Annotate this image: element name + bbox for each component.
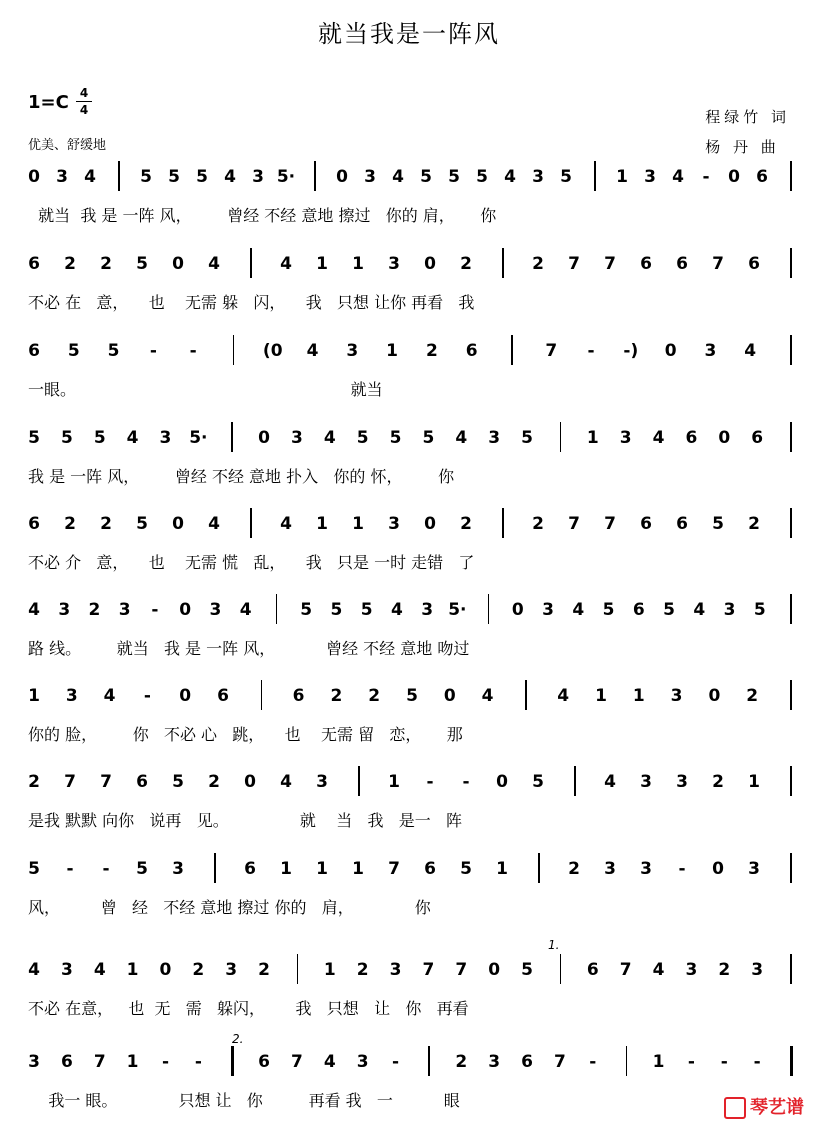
- notes-row: [0, 512, 818, 538]
- note: 4: [280, 772, 292, 792]
- note: 0: [728, 167, 740, 187]
- note: 6: [136, 772, 148, 792]
- barline: [297, 954, 299, 984]
- note: 5: [521, 428, 533, 448]
- barline: [502, 248, 504, 278]
- note: 5·: [276, 167, 296, 187]
- note: 1: [126, 960, 139, 980]
- note: 2: [455, 1052, 468, 1072]
- barline: [428, 1046, 430, 1076]
- note: 7: [100, 772, 112, 792]
- note: 0: [664, 341, 677, 361]
- note: 3: [532, 167, 544, 187]
- note: 3: [159, 428, 172, 448]
- note: 0: [179, 686, 192, 706]
- time-signature: [76, 86, 92, 117]
- note: 4: [672, 167, 684, 187]
- lyricist: 程绿竹 词: [705, 108, 790, 126]
- note: 6: [244, 859, 256, 879]
- note: 3: [644, 167, 656, 187]
- lyrics-row: 不必 介 意， 也 无需 慌 乱， 我 只是 一时 走错 了: [28, 553, 475, 572]
- note: 2: [100, 514, 112, 534]
- note: 6: [640, 514, 652, 534]
- note: 3: [704, 341, 717, 361]
- note: 4: [103, 686, 116, 706]
- note: 5: [172, 772, 184, 792]
- note: 7: [93, 1052, 106, 1072]
- note: 0: [28, 167, 40, 187]
- barline: [276, 594, 278, 624]
- notes-row: [0, 339, 818, 365]
- note: 3: [56, 167, 68, 187]
- barline: [560, 954, 562, 984]
- note: 0: [712, 859, 724, 879]
- note: 0: [172, 254, 184, 274]
- note: 5: [420, 167, 432, 187]
- note: 2: [532, 514, 544, 534]
- note: 4: [224, 167, 236, 187]
- note: 0: [443, 686, 456, 706]
- note: -: [678, 859, 686, 879]
- note: 4: [744, 341, 757, 361]
- notes-row: [0, 252, 818, 278]
- note: 6: [424, 859, 436, 879]
- note: -: [151, 600, 159, 620]
- note: 5: [360, 600, 373, 620]
- lyrics-row: 不必 在 意， 也 无需 躲 闪， 我 只想 让你 再看 我: [28, 293, 475, 312]
- notes-row: [0, 857, 818, 883]
- lyrics-row: 你的 脸， 你 不必 心 跳， 也 无需 留 恋， 那: [28, 725, 463, 744]
- note: 3: [316, 772, 328, 792]
- note: -: [702, 167, 710, 187]
- note: 4: [126, 428, 139, 448]
- note: 3: [389, 960, 402, 980]
- barline: [790, 422, 792, 452]
- note: 1: [748, 772, 760, 792]
- note: 7: [553, 1052, 566, 1072]
- note: 5: [422, 428, 435, 448]
- note: 1: [352, 254, 364, 274]
- note: 5: [712, 514, 724, 534]
- barline: [214, 853, 216, 883]
- note: 2: [192, 960, 205, 980]
- note: 5·: [448, 600, 467, 620]
- note: -: [102, 859, 110, 879]
- credits: [705, 102, 790, 162]
- note: 0: [708, 686, 721, 706]
- note: 0: [718, 428, 731, 448]
- note: 3: [291, 428, 303, 448]
- note: 3: [748, 859, 760, 879]
- note: 0: [244, 772, 256, 792]
- note: 0: [179, 600, 192, 620]
- note: -: [66, 859, 74, 879]
- lyrics-row: 是我 默默 向你 说再 见。 就 当 我 是一 阵: [28, 811, 463, 830]
- note: 5: [356, 428, 369, 448]
- lyrics-row: 一眼。 就当: [28, 380, 383, 399]
- note: 6: [292, 686, 305, 706]
- note: 3: [670, 686, 683, 706]
- note: 6: [28, 341, 40, 361]
- note: 7: [619, 960, 632, 980]
- note: 3: [751, 960, 764, 980]
- note: 2: [208, 772, 220, 792]
- note: 0: [488, 960, 501, 980]
- note: 3: [421, 600, 434, 620]
- note: 7: [568, 254, 580, 274]
- notes-row: [0, 958, 818, 984]
- note: 5·: [189, 428, 208, 448]
- note: 3: [252, 167, 264, 187]
- note: 1: [652, 1052, 665, 1072]
- barline: [790, 680, 792, 710]
- note: 4: [280, 254, 292, 274]
- note: 4: [208, 254, 220, 274]
- note: 2: [258, 960, 270, 980]
- barline: [790, 1046, 793, 1076]
- notes-row: [0, 1050, 818, 1076]
- barline: [231, 422, 233, 452]
- note: 7: [712, 254, 724, 274]
- note: 4: [28, 600, 40, 620]
- barline: [790, 954, 792, 984]
- note: 5: [521, 960, 533, 980]
- note: 1: [632, 686, 645, 706]
- note: 5: [107, 341, 120, 361]
- note: 6: [28, 254, 40, 274]
- note: 3: [172, 859, 184, 879]
- note: 5: [460, 859, 472, 879]
- lyrics-row: 路 线。 就当 我 是 一阵 风， 曾经 不经 意地 吻过: [28, 639, 470, 658]
- note: 0: [336, 167, 348, 187]
- note: 3: [488, 1052, 501, 1072]
- note: 2: [64, 514, 76, 534]
- note: -: [720, 1052, 728, 1072]
- note: -: [143, 686, 151, 706]
- note: -: [753, 1052, 761, 1072]
- note: 3: [388, 254, 400, 274]
- note: 3: [640, 859, 652, 879]
- note: 3: [65, 686, 78, 706]
- barline: [250, 248, 252, 278]
- note: 5: [476, 167, 488, 187]
- barline: [790, 335, 792, 365]
- note: 6: [756, 167, 768, 187]
- note: 3: [488, 428, 501, 448]
- barline: [790, 248, 792, 278]
- note: 1: [280, 859, 292, 879]
- note: 7: [291, 1052, 303, 1072]
- note: 3: [604, 859, 616, 879]
- note: 6: [28, 514, 40, 534]
- note: 2: [64, 254, 76, 274]
- note: 7: [604, 254, 616, 274]
- note: 7: [545, 341, 558, 361]
- note: 0: [424, 254, 436, 274]
- note: 1: [616, 167, 628, 187]
- note: 3: [346, 341, 359, 361]
- note: 5: [136, 254, 148, 274]
- note: 5: [60, 428, 73, 448]
- note: -): [623, 341, 639, 361]
- note: 6: [632, 600, 645, 620]
- note: 7: [568, 514, 580, 534]
- note: 3: [640, 772, 652, 792]
- note: 4: [93, 960, 106, 980]
- note: 4: [208, 514, 220, 534]
- barline: [233, 335, 235, 365]
- note: 5: [196, 167, 208, 187]
- time-sig-top: 4: [79, 86, 89, 100]
- note: 5: [67, 341, 80, 361]
- note: 4: [652, 960, 665, 980]
- note: -: [462, 772, 470, 792]
- note: -: [392, 1052, 400, 1072]
- note: 5: [28, 428, 40, 448]
- note: 2: [88, 600, 101, 620]
- note: 3: [118, 600, 131, 620]
- note: 5: [300, 600, 313, 620]
- note: 6: [60, 1052, 73, 1072]
- note: -: [589, 1052, 597, 1072]
- note: 1: [496, 859, 508, 879]
- note: 1: [28, 686, 40, 706]
- note: 6: [465, 341, 478, 361]
- lyrics-row: 不必 在意， 也 无 需 躲闪， 我 只想 让 你 再看: [28, 999, 469, 1018]
- note: 4: [693, 600, 706, 620]
- barline: [118, 161, 120, 191]
- note: -: [426, 772, 434, 792]
- note: 0: [424, 514, 436, 534]
- note: 3: [60, 960, 73, 980]
- note: 4: [28, 960, 40, 980]
- barline: [790, 161, 792, 191]
- note: 4: [84, 167, 96, 187]
- first-ending: 1.: [548, 938, 560, 952]
- note: 3: [225, 960, 238, 980]
- note: 1: [586, 428, 599, 448]
- note: 2: [568, 859, 580, 879]
- watermark-logo: [724, 1093, 804, 1119]
- page-title: 就当我是一阵风: [318, 20, 500, 48]
- notes-row: [0, 770, 818, 796]
- note: 6: [748, 254, 760, 274]
- note: 0: [496, 772, 508, 792]
- note: 1: [323, 960, 336, 980]
- note: 3: [364, 167, 376, 187]
- note: 1: [352, 514, 364, 534]
- note: 4: [390, 600, 403, 620]
- note: 7: [388, 859, 400, 879]
- note: 4: [280, 514, 292, 534]
- note: 6: [676, 254, 688, 274]
- note: 1: [316, 514, 328, 534]
- note: 2: [532, 254, 544, 274]
- note: 4: [239, 600, 252, 620]
- second-ending: 2.: [232, 1032, 244, 1046]
- note: 4: [306, 341, 319, 361]
- note: 2: [368, 686, 381, 706]
- lyrics-row: 我 是 一阵 风， 曾经 不经 意地 扑入 你的 怀， 你: [28, 467, 455, 486]
- note: 1: [316, 254, 328, 274]
- note: (0: [262, 341, 283, 361]
- note: 5: [168, 167, 180, 187]
- note: 1: [388, 772, 400, 792]
- note: 2: [746, 686, 759, 706]
- note: 0: [258, 428, 270, 448]
- note: 2: [28, 772, 40, 792]
- note: 5: [136, 514, 148, 534]
- watermark-text: 琴艺谱: [750, 1097, 804, 1118]
- barline: [502, 508, 504, 538]
- note: 4: [557, 686, 570, 706]
- note: 3: [676, 772, 688, 792]
- note: 3: [685, 960, 698, 980]
- note: 6: [258, 1052, 270, 1072]
- note: 3: [388, 514, 400, 534]
- note: 4: [392, 167, 404, 187]
- note: 5: [406, 686, 418, 706]
- note: 0: [172, 514, 184, 534]
- note: 2: [718, 960, 731, 980]
- barline: [511, 335, 513, 365]
- note: 5: [389, 428, 402, 448]
- barline: [358, 766, 360, 796]
- note: 1: [316, 859, 328, 879]
- barline: [261, 680, 263, 710]
- time-sig-bottom: 4: [79, 103, 89, 117]
- note: -: [687, 1052, 695, 1072]
- notes-row: [0, 684, 818, 710]
- notes-row: [0, 165, 818, 191]
- note: 5: [136, 859, 148, 879]
- barline: [790, 853, 792, 883]
- barline: [250, 508, 252, 538]
- note: 3: [723, 600, 736, 620]
- note: -: [149, 341, 157, 361]
- note: 1: [126, 1052, 139, 1072]
- note: 7: [64, 772, 76, 792]
- note: 6: [685, 428, 698, 448]
- barline: [525, 680, 527, 710]
- barline: [594, 161, 596, 191]
- tempo-marking: 优美、舒缓地: [28, 138, 107, 153]
- note: 5: [28, 859, 40, 879]
- key-signature: 1=C: [28, 92, 69, 113]
- note: -: [189, 341, 197, 361]
- note: 4: [652, 428, 665, 448]
- barline: [626, 1046, 628, 1076]
- note: 3: [356, 1052, 369, 1072]
- lyrics-row: 我一 眼。 只想 让 你 再看 我 一 眼: [28, 1091, 460, 1110]
- barline: [231, 1046, 234, 1076]
- note: 4: [604, 772, 616, 792]
- note: 4: [504, 167, 516, 187]
- note: 7: [604, 514, 616, 534]
- note: 2: [460, 514, 472, 534]
- notes-row: [0, 426, 818, 452]
- logo-icon: [724, 1097, 746, 1119]
- note: 3: [542, 600, 554, 620]
- note: 1: [595, 686, 607, 706]
- barline: [314, 161, 316, 191]
- note: 7: [455, 960, 468, 980]
- note: 5: [140, 167, 152, 187]
- composer: 杨 丹 曲: [705, 138, 780, 156]
- note: 2: [460, 254, 472, 274]
- note: 0: [511, 600, 524, 620]
- barline: [488, 594, 490, 624]
- note: 3: [28, 1052, 40, 1072]
- note: 5: [532, 772, 544, 792]
- note: -: [194, 1052, 202, 1072]
- note: 6: [676, 514, 688, 534]
- note: 3: [58, 600, 71, 620]
- note: 6: [217, 686, 229, 706]
- note: 6: [751, 428, 764, 448]
- barline: [574, 766, 576, 796]
- lyrics-row: 就当 我 是 一阵 风， 曾经 不经 意地 擦过 你的 肩， 你: [28, 206, 497, 225]
- notes-row: [0, 598, 818, 624]
- note: 5: [448, 167, 460, 187]
- barline: [790, 508, 792, 538]
- note: 2: [100, 254, 112, 274]
- barline: [790, 766, 792, 796]
- note: 5: [93, 428, 106, 448]
- note: 6: [586, 960, 599, 980]
- note: 2: [748, 514, 760, 534]
- note: 3: [209, 600, 222, 620]
- barline: [560, 422, 562, 452]
- lyrics-row: 风， 曾 经 不经 意地 擦过 你的 肩， 你: [28, 898, 431, 917]
- note: 4: [323, 1052, 336, 1072]
- note: 4: [481, 686, 494, 706]
- note: -: [587, 341, 595, 361]
- note: 7: [422, 960, 435, 980]
- note: 1: [352, 859, 364, 879]
- note: 2: [712, 772, 724, 792]
- note: 0: [159, 960, 172, 980]
- note: 4: [323, 428, 336, 448]
- note: -: [161, 1052, 169, 1072]
- note: 5: [560, 167, 572, 187]
- note: 2: [425, 341, 438, 361]
- note: 2: [356, 960, 369, 980]
- note: 5: [330, 600, 343, 620]
- note: 6: [640, 254, 652, 274]
- note: 2: [330, 686, 343, 706]
- note: 1: [386, 341, 399, 361]
- barline: [790, 594, 792, 624]
- note: 4: [572, 600, 585, 620]
- note: 5: [602, 600, 615, 620]
- barline: [538, 853, 540, 883]
- note: 5: [753, 600, 766, 620]
- note: 5: [663, 600, 675, 620]
- note: 4: [455, 428, 468, 448]
- note: 6: [521, 1052, 533, 1072]
- note: 3: [619, 428, 632, 448]
